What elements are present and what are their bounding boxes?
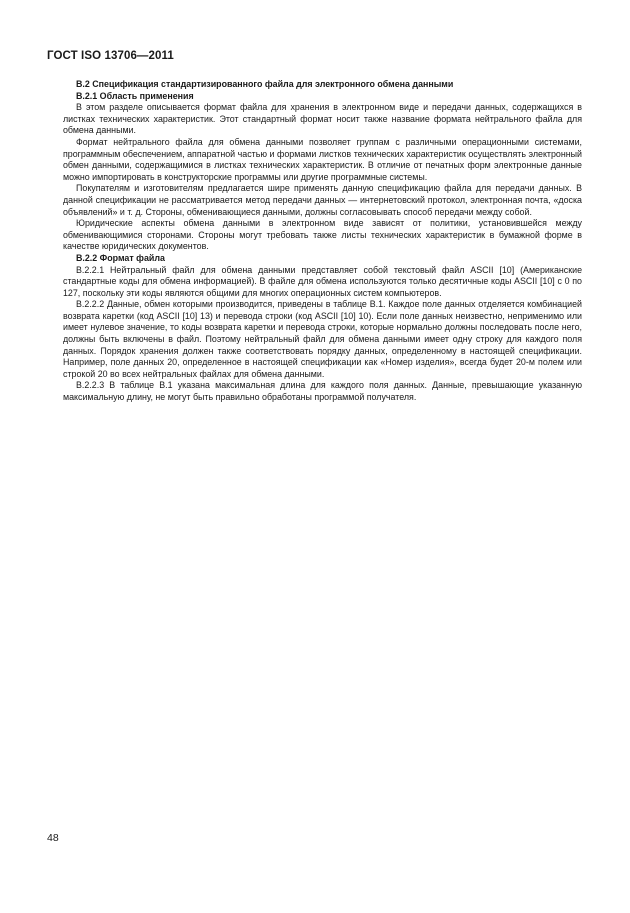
paragraph: Юридические аспекты обмена данными в электронном виде зависят от политики, установившейся между обменивающимися сторонами. Стороны могут требовать также листы технических характеристик в бумажной форме в качестве юридических документов. [63,218,582,252]
section-heading: В.2 Спецификация стандартизированного файла для электронного обмена данными [76,79,454,89]
document-body [63,79,582,404]
subsection-heading-scope: В.2.1 Область применения [76,90,194,101]
paragraph: В.2.2.2 Данные, обмен которыми производится, приведены в таблице В.1. Каждое поле данных отделяется комбинацией возврата каретки (код ASCII [10] 13) и перевода строки (код ASCII [10] 10). Если поле данных неизвестно, неприменимо или имеет нулевое значение, то коды возврата каретки и перевода строки, которые нормально должны последовать после него, должны быть включены в файл. Поэтому нейтральный файл для обмена данными имеет одну строку для каждого поля данных. Порядок хранения должен также соответствовать порядку данных, определенному в настоящей спецификации. Например, поле данных 20, определенное в настоящей спецификации как «Номер изделия», всегда будет 20-м полем или строкой 20 во всех нейтральных файлах для обмена данными. [63,299,582,379]
paragraph: Формат нейтрального файла для обмена данными позволяет группам с различными операционными системами, программным обеспечением, аппаратной частью и формами листков технических характеристик осуществлять электронный обмен данными, содержащимися в листках технических характеристик. В отличие от печатных форм электронные данные можно импортировать в конструкторские программы или другие программные системы. [63,136,582,182]
subsection-heading-file-format: В.2.2 Формат файла [76,252,165,263]
paragraph: В.2.2.1 Нейтральный файл для обмена данными представляет собой текстовый файл ASCII [10] (Американские стандартные коды для обмена информацией). В файле для обмена используются только десятичные коды ASCII [10] с 0 по 127, поскольку эти коды являются общими для многих операционных систем компьютеров. [63,264,582,298]
paragraph: В.2.2.3 В таблице В.1 указана максимальная длина для каждого поля данных. Данные, превышающие указанную максимальную длину, не могут быть правильно обработаны программой получателя. [63,380,582,403]
paragraph: Покупателям и изготовителям предлагается шире применять данную спецификацию файла для передачи данных. В данной спецификации не рассматривается метод передачи данных — интернетовский протокол, электронная почта, «доска объявлений» и т. д. Стороны, обменивающиеся данными, должны согласовывать способ передачи между собой. [63,183,582,217]
page-number: 48 [47,832,59,844]
paragraph: В этом разделе описывается формат файла для хранения в электронном виде и передачи данных, содержащихся в листках технических характеристик. Этот стандартный формат носит также название формата нейтрального файла для обмена данными. [63,102,582,136]
document-header: ГОСТ ISO 13706—2011 [47,50,174,62]
